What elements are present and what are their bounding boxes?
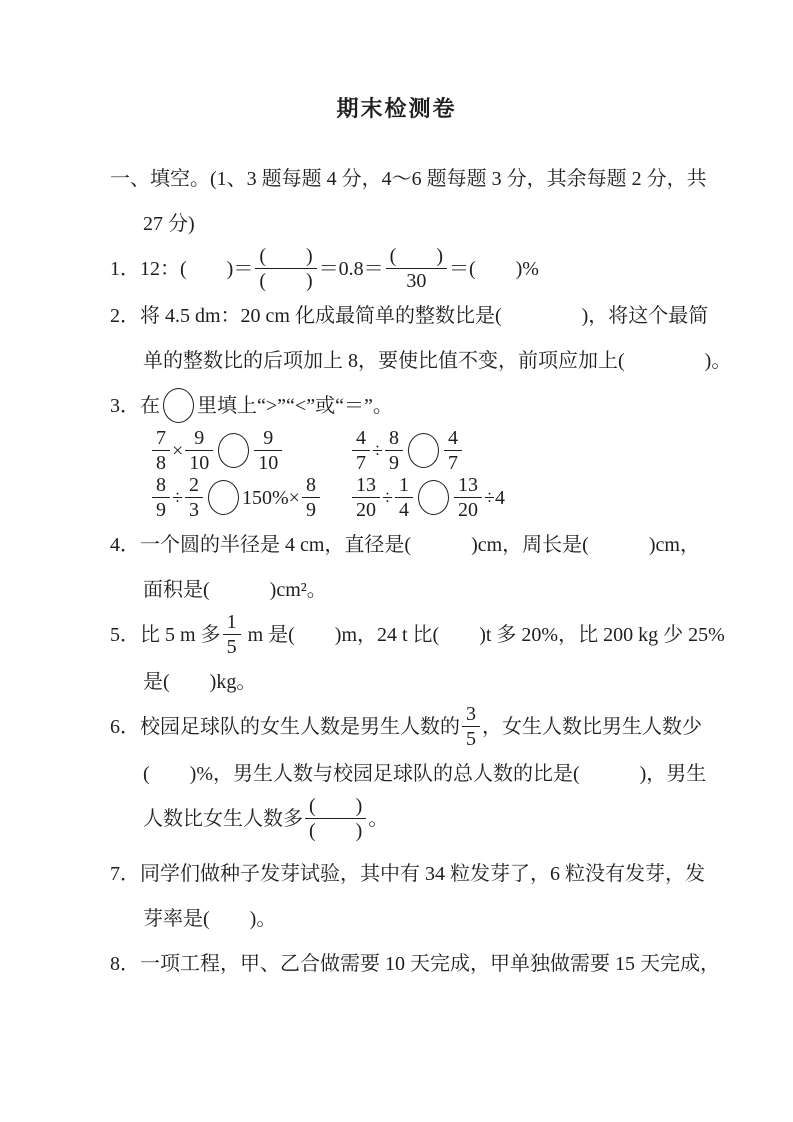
question-5-line-1 <box>110 613 750 660</box>
section-1-heading <box>110 157 750 247</box>
question-5 <box>110 613 750 705</box>
fraction-denominator: 9 <box>156 499 166 521</box>
text-run: 6．校园足球队的女生人数是男生人数的 <box>110 716 460 739</box>
fraction <box>395 474 413 521</box>
text-run: 里填上“>”“<”或“＝”。 <box>197 395 393 417</box>
text-run: ＝( )% <box>448 258 539 281</box>
question-7-line-1 <box>110 852 750 897</box>
question-4-line-2 <box>143 568 750 613</box>
text-run: ÷ <box>382 487 393 510</box>
exam-body <box>110 157 750 987</box>
fraction-numerator: 8 <box>385 427 403 451</box>
fraction-numerator: 1 <box>223 611 241 635</box>
text-run: 8．一项工程，甲、乙合做需要 10 天完成，甲单独做需要 15 天完成， <box>110 953 720 975</box>
fraction-denominator: ( ) <box>259 270 313 292</box>
fraction <box>454 474 482 521</box>
section-1-heading-line-1 <box>110 157 750 202</box>
question-1 <box>110 247 750 294</box>
fraction-denominator: 30 <box>406 270 427 292</box>
text-run: 一、填空。(1、3 题每题 4 分，4～6 题每题 3 分，其余每题 2 分，共 <box>110 168 707 190</box>
fraction-numerator: ( ) <box>305 795 366 819</box>
section-1-heading-line-2 <box>143 202 750 247</box>
fraction <box>152 427 170 474</box>
question-4-line-1 <box>110 523 750 568</box>
fraction <box>152 474 170 521</box>
fraction-denominator: 10 <box>189 452 210 474</box>
fraction <box>386 245 447 292</box>
fraction-numerator: 7 <box>152 427 170 451</box>
expression-left-column <box>150 476 350 523</box>
exam-title: 期末检测卷 <box>336 96 457 121</box>
question-4 <box>110 523 750 613</box>
question-5-line-2 <box>143 660 750 705</box>
text-run: 150%× <box>241 487 300 510</box>
fraction <box>462 703 480 750</box>
text-run: 是( )kg。 <box>143 671 257 693</box>
question-2-line-2 <box>143 339 750 384</box>
fraction-denominator: 20 <box>356 499 376 521</box>
text-run: 。 <box>368 808 389 831</box>
fraction <box>352 474 380 521</box>
fraction-denominator: 8 <box>156 452 166 474</box>
expression-left-column <box>150 429 350 476</box>
fraction-denominator: 5 <box>466 728 476 750</box>
question-7-line-2 <box>143 897 750 942</box>
fraction <box>185 474 203 521</box>
fraction <box>352 427 370 474</box>
fraction-numerator: 9 <box>254 427 282 451</box>
fraction-numerator: 8 <box>302 474 320 498</box>
fraction-numerator: 9 <box>185 427 213 451</box>
text-run: 27 分) <box>143 213 195 235</box>
fraction <box>255 245 316 292</box>
comparison-circle-icon <box>408 433 439 468</box>
comparison-circle-icon <box>208 480 239 515</box>
fraction-denominator: 9 <box>388 452 399 474</box>
text-run: 3．在 <box>110 395 160 417</box>
fraction-denominator: 10 <box>258 452 279 474</box>
fraction-denominator: ( ) <box>309 820 363 842</box>
fraction <box>223 611 241 658</box>
question-8-line-1 <box>110 942 750 987</box>
fraction-numerator: ( ) <box>255 245 316 269</box>
fraction-numerator: 8 <box>152 474 170 498</box>
question-6-line-2 <box>143 752 750 797</box>
text-run: 人数比女生人数多 <box>143 808 303 831</box>
fraction-denominator: 7 <box>356 452 366 474</box>
question-8 <box>110 942 750 987</box>
fraction-numerator: 13 <box>454 474 482 498</box>
fraction <box>254 427 282 474</box>
text-run: × <box>172 440 184 463</box>
text-run: ( )%，男生人数与校园足球队的总人数的比是( )，男生 <box>143 763 707 785</box>
text-run: m 是( )m，24 t 比( )t 多 20%，比 200 kg 少 25% <box>242 624 725 647</box>
text-run: 2．将 4.5 dm：20 cm 化成最简单的整数比是( )，将这个最简 <box>110 305 709 327</box>
text-run: 4．一个圆的半径是 4 cm，直径是( )cm，周长是( )cm， <box>110 534 700 556</box>
text-run: 7．同学们做种子发芽试验，其中有 34 粒发芽了，6 粒没有发芽，发 <box>110 863 705 885</box>
fraction-denominator: 9 <box>305 499 316 521</box>
text-run: 芽率是( )。 <box>143 908 277 930</box>
fraction-numerator: 4 <box>352 427 370 451</box>
fraction-denominator: 20 <box>457 499 478 521</box>
fraction-numerator: 3 <box>462 703 480 727</box>
question-2 <box>110 294 750 384</box>
text-run: ＝0.8＝ <box>318 258 384 281</box>
text-run: ÷ <box>172 487 183 510</box>
fraction-denominator: 7 <box>447 452 458 474</box>
text-run: ÷ <box>372 440 383 463</box>
question-3-line-2 <box>150 429 750 476</box>
question-3 <box>110 384 750 523</box>
fraction-numerator: 4 <box>444 427 462 451</box>
fraction-denominator: 5 <box>226 636 237 658</box>
fraction-numerator: 1 <box>395 474 413 498</box>
question-3-line-3 <box>150 476 750 523</box>
text-run: ，女生人数比男生人数少 <box>482 716 702 739</box>
question-6-line-1 <box>110 705 750 752</box>
comparison-circle-icon <box>218 433 249 468</box>
fraction <box>444 427 462 474</box>
comparison-circle-icon <box>418 480 449 515</box>
question-2-line-1 <box>110 294 750 339</box>
text-run: 面积是( )cm²。 <box>143 579 327 601</box>
question-7 <box>110 852 750 942</box>
text-run: 5．比 5 m 多 <box>110 624 221 647</box>
fraction-numerator: 13 <box>352 474 380 498</box>
text-run: 1．12：( )＝ <box>110 258 254 281</box>
question-3-line-1 <box>110 384 750 429</box>
fraction <box>185 427 213 474</box>
question-1-line-1 <box>110 247 750 294</box>
text-run: ÷4 <box>483 487 505 510</box>
fraction <box>385 427 403 474</box>
fraction-denominator: 4 <box>398 499 409 521</box>
comparison-circle-icon <box>163 388 194 423</box>
question-6-line-3 <box>143 797 750 844</box>
fraction-numerator: ( ) <box>386 245 447 269</box>
fraction-numerator: 2 <box>185 474 203 498</box>
fraction-denominator: 3 <box>188 499 199 521</box>
question-6 <box>110 705 750 844</box>
fraction <box>302 474 320 521</box>
fraction <box>305 795 366 842</box>
text-run: 单的整数比的后项加上 8，要使比值不变，前项应加上( )。 <box>143 350 732 372</box>
